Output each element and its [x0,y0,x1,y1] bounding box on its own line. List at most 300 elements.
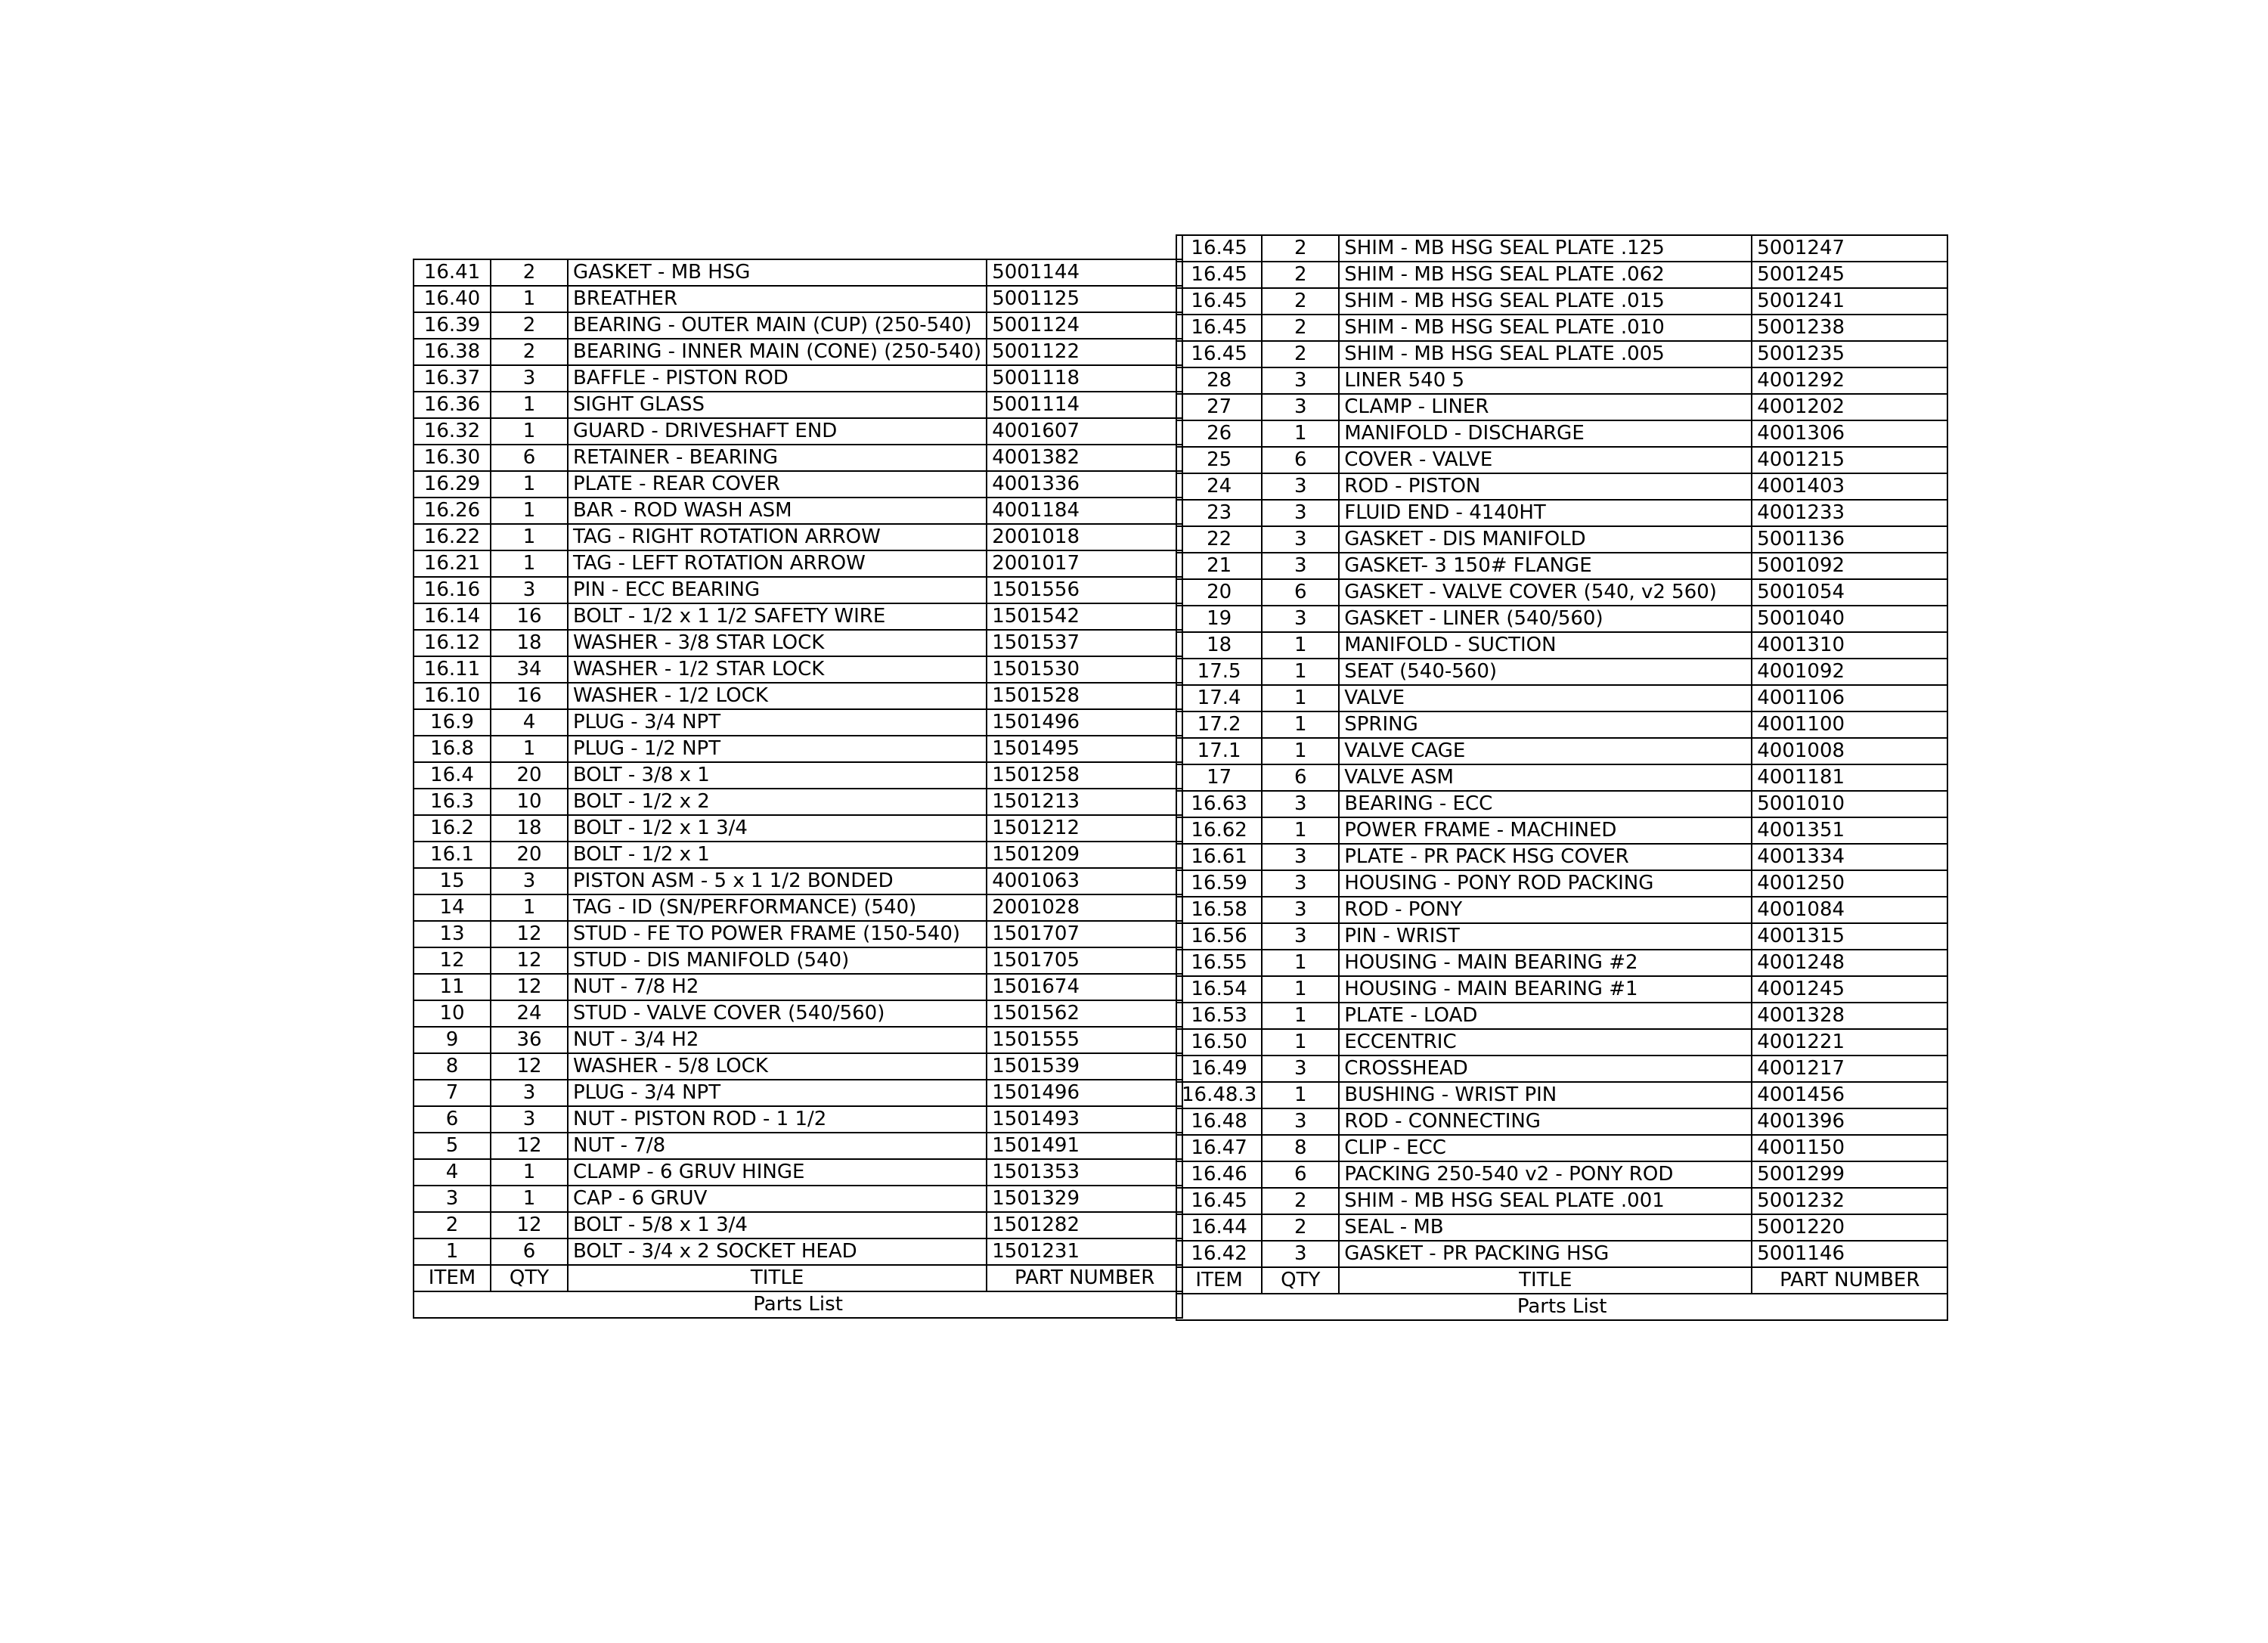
title-cell: TAG - LEFT ROTATION ARROW [568,550,987,577]
qty-cell: 12 [491,1212,568,1238]
part-number-cell: 5001125 [987,286,1182,312]
table-row [414,736,1182,762]
item-cell: 16.63 [1176,791,1262,817]
table-row [414,789,1182,815]
item-cell: 16.45 [1176,262,1262,288]
item-cell: 16.42 [1176,1241,1262,1267]
item-cell: 16.54 [1176,976,1262,1003]
part-number-cell: 1501258 [987,762,1182,789]
part-number-cell: 1501705 [987,947,1182,974]
parts-list-table-left [413,234,1183,1319]
qty-cell: 3 [1262,1241,1339,1267]
part-number-cell: 5001092 [1752,553,1947,579]
table-row [1176,632,1947,659]
qty-cell: 12 [491,974,568,1000]
table-row [1176,288,1947,315]
table-row [1176,262,1947,288]
table-row [414,498,1182,524]
header-item: ITEM [1176,1267,1262,1294]
part-number-cell: 4001092 [1752,659,1947,685]
qty-cell: 1 [491,1186,568,1212]
part-number-cell: 1501556 [987,577,1182,603]
title-cell: TAG - RIGHT ROTATION ARROW [568,524,987,550]
title-cell: BEARING - INNER MAIN (CONE) (250-540) [568,339,987,365]
title-cell: BOLT - 1/2 x 1 [568,842,987,868]
item-cell: 16.45 [1176,315,1262,341]
item-cell: 16.36 [414,392,491,418]
qty-cell: 3 [491,1106,568,1133]
title-cell: HOUSING - MAIN BEARING #2 [1339,950,1752,976]
table-row [414,339,1182,365]
table-row [1176,685,1947,711]
title-cell: ROD - PISTON [1339,473,1752,500]
title-cell: GASKET - PR PACKING HSG [1339,1241,1752,1267]
qty-cell: 34 [491,656,568,683]
item-cell: 16.45 [1176,1188,1262,1214]
title-cell: SHIM - MB HSG SEAL PLATE .062 [1339,262,1752,288]
item-cell: 16.40 [414,286,491,312]
title-cell: BEARING - OUTER MAIN (CUP) (250-540) [568,312,987,339]
part-number-cell: 1501282 [987,1212,1182,1238]
part-number-cell: 4001217 [1752,1056,1947,1082]
title-cell: CLAMP - 6 GRUV HINGE [568,1159,987,1186]
qty-cell: 24 [491,1000,568,1027]
item-cell: 16.45 [1176,235,1262,262]
qty-cell: 2 [1262,262,1339,288]
part-number-cell: 1501493 [987,1106,1182,1133]
title-cell: GUARD - DRIVESHAFT END [568,418,987,445]
title-cell: MANIFOLD - SUCTION [1339,632,1752,659]
table-row [414,1212,1182,1238]
table-row [414,683,1182,709]
title-cell: BREATHER [568,286,987,312]
part-number-cell: 1501212 [987,815,1182,842]
table-row [414,921,1182,947]
qty-cell: 4 [491,709,568,736]
item-cell: 4 [414,1159,491,1186]
part-number-cell: 1501542 [987,603,1182,630]
table-row [414,603,1182,630]
qty-cell: 18 [491,630,568,656]
table-row [414,815,1182,842]
part-number-cell: 5001146 [1752,1241,1947,1267]
part-number-cell: 5001245 [1752,262,1947,288]
table-row [1176,976,1947,1003]
item-cell: 16.3 [414,789,491,815]
part-number-cell: 1501537 [987,630,1182,656]
qty-cell: 1 [1262,711,1339,738]
qty-cell: 3 [1262,500,1339,526]
item-cell: 16.10 [414,683,491,709]
qty-cell: 6 [1262,764,1339,791]
part-number-cell: 4001336 [987,471,1182,498]
table-row [414,312,1182,339]
title-cell: BOLT - 5/8 x 1 3/4 [568,1212,987,1238]
item-cell: 16.21 [414,550,491,577]
title-cell: VALVE ASM [1339,764,1752,791]
table-row [1176,1188,1947,1214]
part-number-cell: 4001403 [1752,473,1947,500]
title-cell: WASHER - 1/2 LOCK [568,683,987,709]
title-cell: SHIM - MB HSG SEAL PLATE .005 [1339,341,1752,367]
item-cell: 16.45 [1176,288,1262,315]
qty-cell: 12 [491,921,568,947]
qty-cell: 6 [1262,579,1339,606]
qty-cell: 1 [491,736,568,762]
qty-cell: 12 [491,947,568,974]
title-cell: NUT - PISTON ROD - 1 1/2 [568,1106,987,1133]
item-cell: 10 [414,1000,491,1027]
qty-cell: 18 [491,815,568,842]
table-row [1176,500,1947,526]
title-cell: STUD - FE TO POWER FRAME (150-540) [568,921,987,947]
table-row [414,471,1182,498]
title-cell: SHIM - MB HSG SEAL PLATE .010 [1339,315,1752,341]
title-cell: NUT - 7/8 [568,1133,987,1159]
qty-cell: 1 [1262,1003,1339,1029]
title-cell: PACKING 250-540 v2 - PONY ROD [1339,1161,1752,1188]
title-cell: PIN - ECC BEARING [568,577,987,603]
part-number-cell: 5001136 [1752,526,1947,553]
part-number-cell: 1501530 [987,656,1182,683]
qty-cell: 3 [491,577,568,603]
title-cell: PLUG - 3/4 NPT [568,1080,987,1106]
table-row [1176,1029,1947,1056]
table-row [414,577,1182,603]
qty-cell: 6 [1262,447,1339,473]
title-cell: SEAL - MB [1339,1214,1752,1241]
qty-cell: 6 [491,1238,568,1265]
table-row [414,1133,1182,1159]
title-cell: POWER FRAME - MACHINED [1339,817,1752,844]
title-cell: CLAMP - LINER [1339,394,1752,420]
title-cell: PISTON ASM - 5 x 1 1/2 BONDED [568,868,987,894]
table-row [1176,341,1947,367]
qty-cell: 1 [491,286,568,312]
title-cell: BOLT - 3/8 x 1 [568,762,987,789]
table-row [1176,526,1947,553]
title-cell: HOUSING - MAIN BEARING #1 [1339,976,1752,1003]
table-row [1176,420,1947,447]
qty-cell: 1 [1262,685,1339,711]
parts-list-body-left [414,234,1182,1318]
part-number-cell: 1501491 [987,1133,1182,1159]
qty-cell: 3 [1262,367,1339,394]
item-cell: 16.45 [1176,341,1262,367]
part-number-cell: 4001334 [1752,844,1947,870]
qty-cell: 1 [1262,1082,1339,1108]
part-number-cell: 4001607 [987,418,1182,445]
qty-cell: 3 [1262,394,1339,420]
item-cell: 13 [414,921,491,947]
part-number-cell: 5001118 [987,365,1182,392]
title-cell: BEARING - ECC [1339,791,1752,817]
item-cell: 16.12 [414,630,491,656]
title-cell: FLUID END - 4140HT [1339,500,1752,526]
table-row [1176,394,1947,420]
table-row [1176,1241,1947,1267]
part-number-cell: 4001100 [1752,711,1947,738]
part-number-cell: 1501353 [987,1159,1182,1186]
qty-cell: 1 [491,550,568,577]
table-row [1176,315,1947,341]
title-cell: NUT - 7/8 H2 [568,974,987,1000]
part-number-cell: 4001063 [987,868,1182,894]
qty-cell: 1 [491,498,568,524]
qty-cell: 2 [1262,1214,1339,1241]
qty-cell: 2 [1262,341,1339,367]
caption-row [414,1291,1182,1318]
table-row [414,1053,1182,1080]
item-cell: 16.55 [1176,950,1262,976]
part-number-cell: 1501495 [987,736,1182,762]
item-cell: 16.39 [414,312,491,339]
part-number-cell: 1501562 [987,1000,1182,1027]
item-cell: 17.5 [1176,659,1262,685]
qty-cell: 8 [1262,1135,1339,1161]
item-cell: 16.46 [1176,1161,1262,1188]
part-number-cell: 5001238 [1752,315,1947,341]
part-number-cell: 4001292 [1752,367,1947,394]
item-cell: 16.50 [1176,1029,1262,1056]
part-number-cell: 5001299 [1752,1161,1947,1188]
qty-cell: 1 [1262,976,1339,1003]
item-cell: 16.44 [1176,1214,1262,1241]
table-row [1176,764,1947,791]
part-number-cell: 1501674 [987,974,1182,1000]
part-number-cell: 1501707 [987,921,1182,947]
item-cell: 22 [1176,526,1262,553]
part-number-cell: 4001084 [1752,897,1947,923]
qty-cell: 2 [1262,1188,1339,1214]
title-cell: GASKET - LINER (540/560) [1339,606,1752,632]
item-cell: 16.22 [414,524,491,550]
header-part-number: PART NUMBER [1752,1267,1947,1294]
qty-cell: 3 [1262,526,1339,553]
title-cell: BOLT - 3/4 x 2 SOCKET HEAD [568,1238,987,1265]
item-cell: 16.26 [414,498,491,524]
title-cell: CAP - 6 GRUV [568,1186,987,1212]
item-cell: 7 [414,1080,491,1106]
qty-cell: 1 [491,418,568,445]
table-row [414,656,1182,683]
part-number-cell: 5001144 [987,259,1182,286]
item-cell: 27 [1176,394,1262,420]
qty-cell: 3 [1262,1056,1339,1082]
title-cell: ECCENTRIC [1339,1029,1752,1056]
part-number-cell: 4001456 [1752,1082,1947,1108]
parts-list-table-right [1176,234,1948,1321]
part-number-cell: 5001040 [1752,606,1947,632]
qty-cell: 12 [491,1133,568,1159]
qty-cell: 20 [491,762,568,789]
table-row [1176,870,1947,897]
title-cell: STUD - DIS MANIFOLD (540) [568,947,987,974]
table-row [1176,1082,1947,1108]
item-cell: 16.16 [414,577,491,603]
item-cell: 17 [1176,764,1262,791]
blank-cell [414,234,1182,259]
part-number-cell: 5001220 [1752,1214,1947,1241]
title-cell: BUSHING - WRIST PIN [1339,1082,1752,1108]
item-cell: 6 [414,1106,491,1133]
title-cell: PLUG - 3/4 NPT [568,709,987,736]
table-row [414,550,1182,577]
table-row [414,365,1182,392]
qty-cell: 3 [491,365,568,392]
table-row [1176,606,1947,632]
table-row [1176,817,1947,844]
item-cell: 16.32 [414,418,491,445]
table-row [414,392,1182,418]
qty-cell: 16 [491,683,568,709]
part-number-cell: 1501555 [987,1027,1182,1053]
table-row [1176,1003,1947,1029]
qty-cell: 3 [1262,897,1339,923]
table-row [1176,367,1947,394]
item-cell: 5 [414,1133,491,1159]
item-cell: 16.37 [414,365,491,392]
item-cell: 16.30 [414,445,491,471]
qty-cell: 1 [1262,738,1339,764]
part-number-cell: 2001028 [987,894,1182,921]
part-number-cell: 5001241 [1752,288,1947,315]
title-cell: WASHER - 5/8 LOCK [568,1053,987,1080]
part-number-cell: 2001018 [987,524,1182,550]
part-number-cell: 1501213 [987,789,1182,815]
part-number-cell: 4001315 [1752,923,1947,950]
table-row [414,762,1182,789]
item-cell: 19 [1176,606,1262,632]
table-row [414,974,1182,1000]
part-number-cell: 5001124 [987,312,1182,339]
item-cell: 18 [1176,632,1262,659]
qty-cell: 1 [1262,420,1339,447]
qty-cell: 1 [1262,1029,1339,1056]
table-row [414,630,1182,656]
spacer-row [414,234,1182,259]
item-cell: 16.47 [1176,1135,1262,1161]
item-cell: 16.29 [414,471,491,498]
table-row [1176,553,1947,579]
table-row [1176,447,1947,473]
title-cell: RETAINER - BEARING [568,445,987,471]
item-cell: 25 [1176,447,1262,473]
header-title: TITLE [1339,1267,1752,1294]
item-cell: 8 [414,1053,491,1080]
title-cell: SPRING [1339,711,1752,738]
qty-cell: 1 [491,392,568,418]
item-cell: 16.8 [414,736,491,762]
qty-cell: 3 [1262,606,1339,632]
qty-cell: 1 [491,524,568,550]
item-cell: 16.56 [1176,923,1262,950]
part-number-cell: 5001122 [987,339,1182,365]
title-cell: NUT - 3/4 H2 [568,1027,987,1053]
title-cell: MANIFOLD - DISCHARGE [1339,420,1752,447]
table-row [1176,1056,1947,1082]
part-number-cell: 4001215 [1752,447,1947,473]
table-row [1176,1108,1947,1135]
table-row [414,1186,1182,1212]
part-number-cell: 5001247 [1752,235,1947,262]
title-cell: GASKET - VALVE COVER (540, v2 560) [1339,579,1752,606]
part-number-cell: 4001106 [1752,685,1947,711]
qty-cell: 2 [491,259,568,286]
table-row [414,1106,1182,1133]
table-row [414,259,1182,286]
title-cell: PLATE - LOAD [1339,1003,1752,1029]
item-cell: 12 [414,947,491,974]
table-row [1176,923,1947,950]
parts-list-caption: Parts List [414,1291,1182,1318]
title-cell: STUD - VALVE COVER (540/560) [568,1000,987,1027]
qty-cell: 1 [1262,950,1339,976]
part-number-cell: 1501231 [987,1238,1182,1265]
table-row [1176,1135,1947,1161]
item-cell: 16.4 [414,762,491,789]
table-row [1176,235,1947,262]
title-cell: BOLT - 1/2 x 1 1/2 SAFETY WIRE [568,603,987,630]
qty-cell: 3 [1262,870,1339,897]
item-cell: 16.48 [1176,1108,1262,1135]
title-cell: SHIM - MB HSG SEAL PLATE .015 [1339,288,1752,315]
table-row [414,1027,1182,1053]
parts-list-caption: Parts List [1176,1294,1947,1320]
item-cell: 21 [1176,553,1262,579]
header-qty: QTY [1262,1267,1339,1294]
part-number-cell: 4001150 [1752,1135,1947,1161]
part-number-cell: 1501539 [987,1053,1182,1080]
title-cell: PLATE - REAR COVER [568,471,987,498]
title-cell: VALVE [1339,685,1752,711]
table-row [1176,1161,1947,1188]
title-cell: HOUSING - PONY ROD PACKING [1339,870,1752,897]
title-cell: LINER 540 5 [1339,367,1752,394]
table-row [414,1238,1182,1265]
table-row [1176,738,1947,764]
qty-cell: 2 [491,339,568,365]
table-row [1176,791,1947,817]
qty-cell: 1 [491,1159,568,1186]
part-number-cell: 4001202 [1752,394,1947,420]
qty-cell: 3 [1262,923,1339,950]
title-cell: SHIM - MB HSG SEAL PLATE .125 [1339,235,1752,262]
item-cell: 17.4 [1176,685,1262,711]
part-number-cell: 4001310 [1752,632,1947,659]
title-cell: BOLT - 1/2 x 1 3/4 [568,815,987,842]
table-row [414,868,1182,894]
item-cell: 3 [414,1186,491,1212]
item-cell: 24 [1176,473,1262,500]
item-cell: 2 [414,1212,491,1238]
part-number-cell: 4001328 [1752,1003,1947,1029]
title-cell: CROSSHEAD [1339,1056,1752,1082]
item-cell: 17.1 [1176,738,1262,764]
part-number-cell: 4001248 [1752,950,1947,976]
item-cell: 16.61 [1176,844,1262,870]
qty-cell: 2 [1262,315,1339,341]
title-cell: WASHER - 3/8 STAR LOCK [568,630,987,656]
part-number-cell: 1501528 [987,683,1182,709]
qty-cell: 12 [491,1053,568,1080]
part-number-cell: 1501496 [987,1080,1182,1106]
caption-row [1176,1294,1947,1320]
item-cell: 16.14 [414,603,491,630]
item-cell: 17.2 [1176,711,1262,738]
title-cell: PLATE - PR PACK HSG COVER [1339,844,1752,870]
item-cell: 16.58 [1176,897,1262,923]
